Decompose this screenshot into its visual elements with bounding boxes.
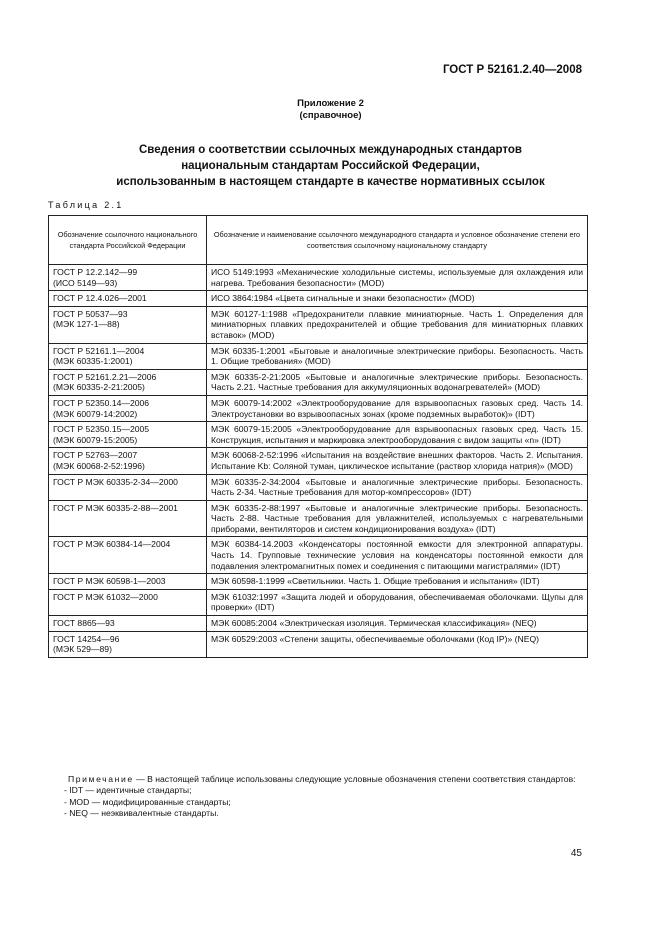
international-standard-cell: МЭК 60085:2004 «Электрическая изоляция. Термическая классификация» (NEQ): [207, 616, 588, 632]
table-row: [49, 395, 588, 421]
title-line: национальным стандартам Российской Федерации,: [181, 160, 480, 172]
table-row: [49, 422, 588, 448]
international-standard-cell: МЭК 60068-2-52:1996 «Испытания на воздействие внешних факторов. Часть 2. Испытания. Испытание Kb: Соляной туман, циклическое испытание (раствор хлорида натрия)» (MOD): [207, 448, 588, 474]
international-standard-cell: МЭК 60079-14:2002 «Электрооборудование для взрывоопасных газовых сред. Часть 14. Электроустановки во взрывоопасных зонах (кроме подземных выработок)» (IDT): [207, 395, 588, 421]
title-line: использованным в настоящем стандарте в качестве нормативных ссылок: [116, 176, 545, 188]
national-standard-cell: ГОСТ Р МЭК 60598-1—2003: [49, 574, 207, 590]
table-row: [49, 537, 588, 574]
international-standard-cell: ИСО 3864:1984 «Цвета сигнальные и знаки безопасности» (MOD): [207, 291, 588, 307]
national-standard-cell: ГОСТ Р 12.4.026—2001: [49, 291, 207, 307]
international-standard-cell: МЭК 60127-1:1988 «Предохранители плавкие миниатюрные. Часть 1. Определения для миниатюрных плавких предохранителей и общие требования для миниатюрных плавких вставок» (MOD): [207, 306, 588, 343]
document-header: ГОСТ Р 52161.2.40—2008: [442, 64, 582, 76]
page-number: 45: [570, 848, 582, 859]
national-standard-cell: ГОСТ Р 52350.14—2006 (МЭК 60079-14:2002): [49, 395, 207, 421]
note-item: - MOD — модифицированные стандарты;: [64, 796, 231, 807]
international-standard-cell: МЭК 60384-14.2003 «Конденсаторы постоянной емкости для электронной аппаратуры. Часть 14. Групповые технические условия на конденсаторы постоянной емкости для подавления электромагнитных помех и соединения с питающими магистралями» (IDT): [207, 537, 588, 574]
national-standard-cell: ГОСТ 8865—93: [49, 616, 207, 632]
table-row: [49, 265, 588, 291]
international-standard-cell: МЭК 60598-1:1999 «Светильники. Часть 1. Общие требования и испытания» (IDT): [207, 574, 588, 590]
appendix-subtitle: (справочное): [299, 110, 362, 121]
international-standard-cell: ИСО 5149:1993 «Механические холодильные системы, используемые для охлаждения или нагрева. Требования безопасности» (MOD): [207, 265, 588, 291]
international-standard-cell: МЭК 61032:1997 «Защита людей и оборудования, обеспечиваемая оболочками. Щупы для проверки» (IDT): [207, 589, 588, 615]
table-row: [49, 369, 588, 395]
national-standard-cell: ГОСТ 14254—96 (МЭК 529—89): [49, 631, 207, 657]
note-item: - NEQ — неэквивалентные стандарты.: [64, 807, 219, 818]
national-standard-cell: ГОСТ Р 50537—93 (МЭК 127-1—88): [49, 306, 207, 343]
table-header-row: [49, 216, 588, 265]
table-row: [49, 500, 588, 537]
national-standard-cell: ГОСТ Р 52161.2.21—2006 (МЭК 60335-2-21:2005): [49, 369, 207, 395]
header-national: Обозначение ссылочного национального стандарта Российской Федерации: [49, 216, 207, 265]
note-text: — В настоящей таблице использованы следующие условные обозначения степени соответствия стандартов:: [136, 774, 576, 784]
table-body: [49, 265, 588, 658]
international-standard-cell: МЭК 60529:2003 «Степени защиты, обеспечиваемые оболочками (Код IP)» (NEQ): [207, 631, 588, 657]
table-row: [49, 616, 588, 632]
note-label: Примечание: [68, 774, 134, 784]
international-standard-cell: МЭК 60335-2-34:2004 «Бытовые и аналогичные электрические приборы. Безопасность. Часть 2-34. Частные требования для мотор-компрессоров» (IDT): [207, 474, 588, 500]
national-standard-cell: ГОСТ Р 52350.15—2005 (МЭК 60079-15:2005): [49, 422, 207, 448]
international-standard-cell: МЭК 60079-15:2005 «Электрооборудование для взрывоопасных газовых сред. Часть 15. Конструкция, испытания и маркировка электрооборудования с видом защиты «n» (IDT): [207, 422, 588, 448]
table-note: [48, 774, 587, 819]
appendix-title: Приложение 2: [297, 98, 364, 109]
note-item: - IDT — идентичные стандарты;: [64, 785, 192, 796]
table-row: [49, 448, 588, 474]
table-row: [49, 474, 588, 500]
title-line: Сведения о соответствии ссылочных международных стандартов: [138, 144, 522, 156]
national-standard-cell: ГОСТ Р МЭК 61032—2000: [49, 589, 207, 615]
national-standard-cell: ГОСТ Р 52161.1—2004 (МЭК 60335-1:2001): [49, 343, 207, 369]
national-standard-cell: ГОСТ Р 12.2.142—99 (ИСО 5149—93): [49, 265, 207, 291]
national-standard-cell: ГОСТ Р МЭК 60335-2-34—2000: [49, 474, 207, 500]
international-standard-cell: МЭК 60335-1:2001 «Бытовые и аналогичные электрические приборы. Безопасность. Часть 1. Общие требования» (MOD): [207, 343, 588, 369]
table-row: [49, 291, 588, 307]
international-standard-cell: МЭК 60335-2-21:2005 «Бытовые и аналогичные электрические приборы. Безопасность. Часть 2.21. Частные требования для аккумуляционных водонагревателей» (MOD): [207, 369, 588, 395]
table-row: [49, 589, 588, 615]
table-row: [49, 631, 588, 657]
table-caption: Таблица 2.1: [48, 200, 124, 210]
table-row: [49, 574, 588, 590]
national-standard-cell: ГОСТ Р МЭК 60384-14—2004: [49, 537, 207, 574]
section-title: [0, 142, 661, 190]
table-row: [49, 306, 588, 343]
table-row: [49, 343, 588, 369]
standards-table: [48, 215, 588, 658]
international-standard-cell: МЭК 60335-2-88:1997 «Бытовые и аналогичные электрические приборы. Безопасность. Часть 2-88. Частные требования для увлажнителей, используемых с нагревательными приборами, вентиляторов и систем кондиционирования воздуха» (IDT): [207, 500, 588, 537]
national-standard-cell: ГОСТ Р МЭК 60335-2-88—2001: [49, 500, 207, 537]
national-standard-cell: ГОСТ Р 52763—2007 (МЭК 60068-2-52:1996): [49, 448, 207, 474]
header-international: Обозначение и наименование ссылочного международного стандарта и условное обозначение степени его соответствия ссылочному национальному стандарту: [207, 216, 588, 265]
